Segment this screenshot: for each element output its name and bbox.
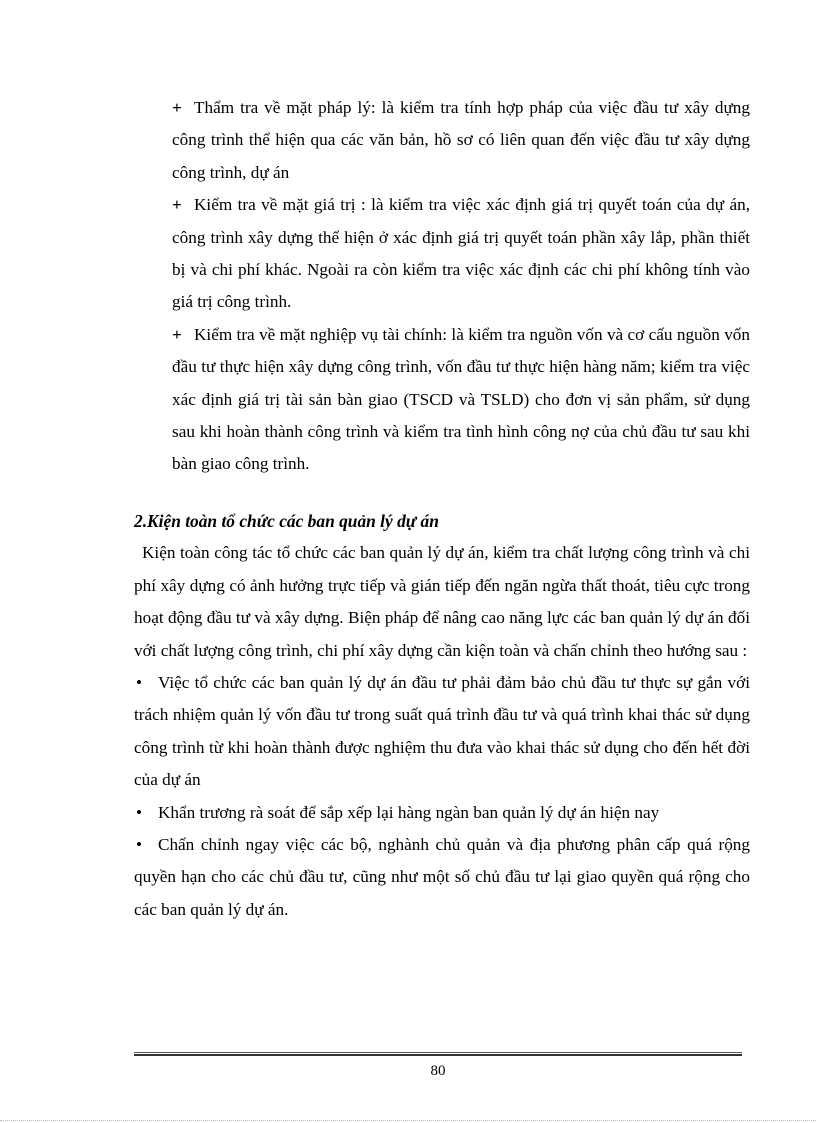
bullet-item-organization	[134, 667, 750, 797]
page-number: 80	[430, 1063, 446, 1079]
bullet-item-text: Khẩn trương rà soát để sắp xếp lại hàng ngàn ban quản lý dự án hiện nay	[158, 802, 660, 822]
bullet-item-review	[134, 797, 750, 829]
bullet-icon: •	[136, 802, 143, 822]
bullet-icon: •	[136, 834, 143, 854]
list-item-legal-review	[172, 92, 750, 189]
list-item-text: Kiểm tra về mặt nghiệp vụ tài chính: là kiểm tra nguồn vốn và cơ cấu nguồn vốn đầu tư thực hiện xây dựng công trình, vốn đầu tư thực hiện hàng năm; kiểm tra việc xác định giá trị tài sản bàn giao (TSCD và TSLD) cho đơn vị sản phẩm, sử dụng sau khi hoàn thành công trình và kiểm tra tình hình công nợ của chủ đầu tư sau khi bàn giao công trình.	[172, 324, 750, 474]
list-item-text: Kiểm tra về mặt giá trị : là kiểm tra việc xác định giá trị quyết toán của dự án, công trình xây dựng thể hiện ở xác định giá trị quyết toán phần xây lắp, phần thiết bị và chi phí khác. Ngoài ra còn kiểm tra việc xác định các chi phí không tính vào giá trị công trình.	[172, 195, 750, 312]
bullet-icon: •	[136, 672, 143, 692]
plus-icon: +	[172, 195, 182, 215]
section-heading: 2.Kiện toàn tổ chức các ban quản lý dự án	[134, 510, 439, 531]
page-content	[134, 92, 750, 926]
bullet-item-delegation	[134, 829, 750, 926]
bullet-item-text: Chấn chỉnh ngay việc các bộ, nghành chủ quản và địa phương phân cấp quá rộng quyền hạn cho các chủ đầu tư, cũng như một số chủ đầu tư lại giao quyền quá rộng cho các ban quản lý dự án.	[134, 834, 750, 919]
page-edge-divider	[0, 1120, 816, 1121]
footer-divider	[134, 1052, 742, 1056]
plus-icon: +	[172, 324, 182, 344]
plus-icon: +	[172, 98, 182, 117]
list-item-value-review	[172, 189, 750, 319]
bullet-item-text: Việc tổ chức các ban quản lý dự án đầu tư phải đảm bảo chủ đầu tư thực sự gắn với trách nhiệm quản lý vốn đầu tư trong suất quá trình đầu tư và quá trình khai thác sử dụng công trình từ khi hoàn thành được nghiệm thu đưa vào khai thác sử dụng cho đến hết đời của dự án	[134, 672, 750, 790]
list-item-text: Thẩm tra về mặt pháp lý: là kiểm tra tính hợp pháp của việc đầu tư xây dựng công trình thể hiện qua các văn bản, hồ sơ có liên quan đến việc đầu tư xây dựng công trình, dự án	[172, 98, 750, 182]
section-intro: Kiện toàn công tác tổ chức các ban quản lý dự án, kiểm tra chất lượng công trình và chi phí xây dựng có ảnh hưởng trực tiếp và gián tiếp đến ngăn ngừa thất thoát, tiêu cực trong hoạt động đầu tư và xây dựng. Biện pháp để nâng cao năng lực các ban quản lý dự án đối với chất lượng công trình, chi phí xây dựng cần kiện toàn và chấn chỉnh theo hướng sau :	[134, 543, 750, 660]
list-item-finance-review	[172, 319, 750, 481]
verification-list	[172, 92, 750, 481]
